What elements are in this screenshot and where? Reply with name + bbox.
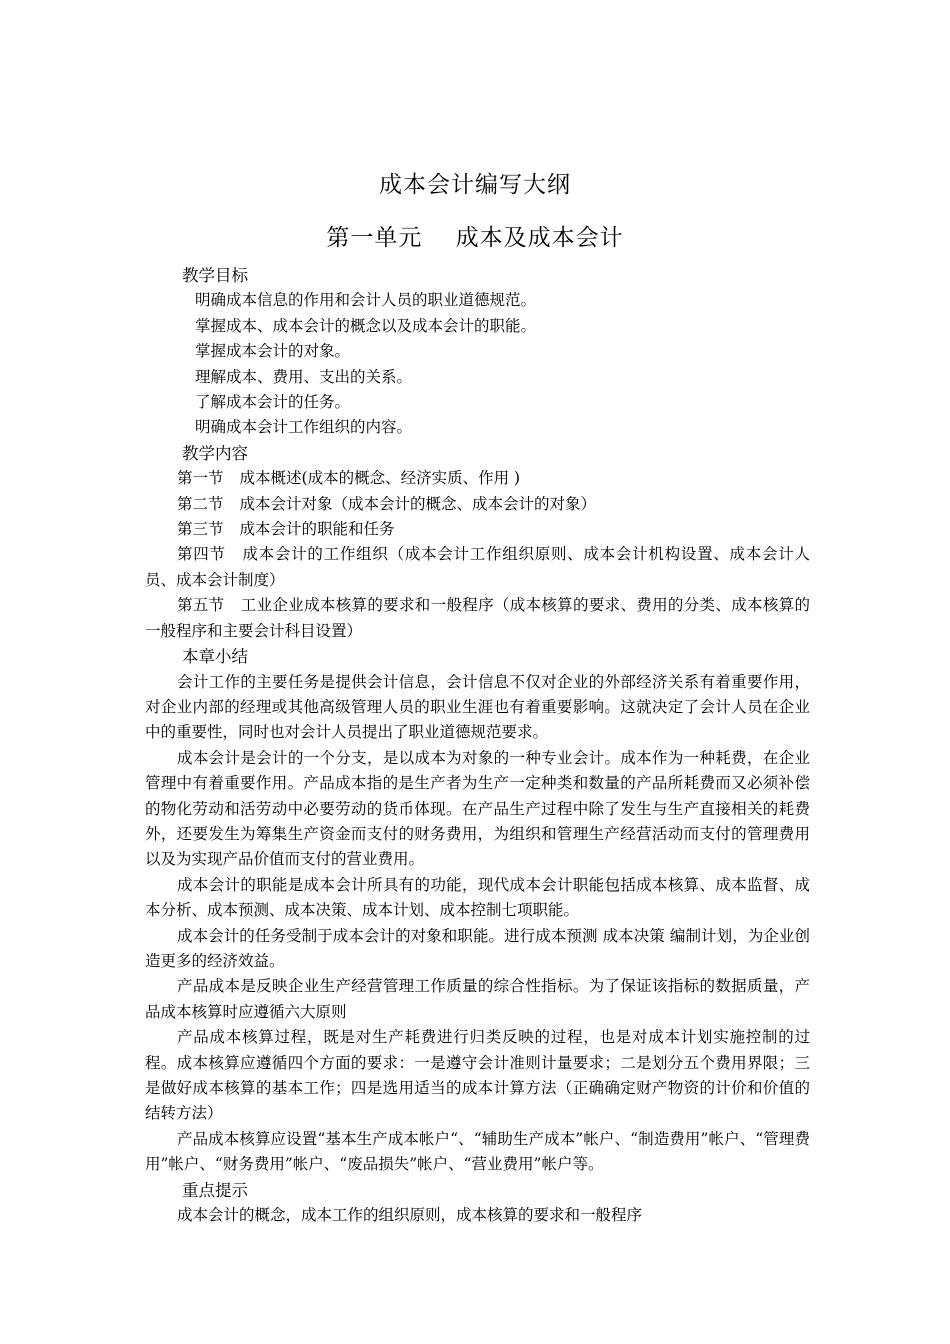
teaching-goals-heading: 教学目标: [182, 266, 248, 285]
section-text: 成本会计的职能和任务: [239, 520, 395, 539]
section-text: 成本会计的工作组织（成本会计工作组织原则、成本会计机构设置、成本会计人员、成本会计制度）: [145, 545, 810, 589]
goal-item: 了解成本会计的任务。: [195, 393, 351, 412]
goal-item: 明确成本会计工作组织的内容。: [195, 418, 413, 437]
summary-paragraph: 产品成本核算过程，既是对生产耗费进行归类反映的过程，也是对成本计划实施控制的过程。成本核算应遵循四个方面的要求：一是遵守会计准则计量要求；二是划分五个费用界限；三是做好成本核算的基本工作；四是选用适当的成本计算方法（正确确定财产物资的计价和价值的结转方法）: [145, 1028, 810, 1123]
summary-paragraph: 会计工作的主要任务是提供会计信息，会计信息不仅对企业的外部经济关系有着重要作用，对企业内部的经理或其他高级管理人员的职业生涯也有着重要影响。这就决定了会计人员在企业中的重要性，同时也对会计人员提出了职业道德规范要求。: [145, 672, 810, 742]
summary-paragraph: 成本会计的任务受制于成本会计的对象和职能。进行成本预测 成本决策 编制计划，为企业创造更多的经济效益。: [145, 926, 810, 970]
goal-item: 掌握成本、成本会计的概念以及成本会计的职能。: [195, 316, 537, 335]
section-list: [145, 466, 810, 644]
section-text: 成本概述(成本的概念、经济实质、作用 ): [239, 469, 521, 488]
section-item: [145, 542, 810, 593]
section-text: 成本会计对象（成本会计的概念、成本会计的对象）: [239, 494, 597, 513]
teaching-goals-list: [145, 288, 810, 440]
section-text: 工业企业成本核算的要求和一般程序（成本核算的要求、费用的分类、成本核算的一般程序和主要会计科目设置）: [145, 596, 810, 640]
section-item: [145, 517, 810, 542]
summary-paragraph: 产品成本核算应设置“基本生产成本帐户“、“辅助生产成本”帐户、“制造费用”帐户、“管理费用”帐户、“财务费用”帐户、“废品损失”帐户、“营业费用”帐户等。: [145, 1129, 810, 1174]
section-number: 第四节: [177, 545, 226, 564]
key-points-heading: 重点提示: [182, 1180, 248, 1200]
document-body: [145, 263, 810, 1228]
section-item: [145, 492, 810, 517]
summary-paragraph: 产品成本是反映企业生产经营管理工作质量的综合性指标。为了保证该指标的数据质量，产品成本核算时应遵循六大原则: [145, 977, 810, 1021]
goal-item: 理解成本、费用、支出的关系。: [195, 367, 413, 386]
section-number: 第五节: [177, 596, 225, 615]
summary-paragraph: 成本会计是会计的一个分支，是以成本为对象的一种专业会计。成本作为一种耗费，在企业管理中有着重要作用。产品成本指的是生产者为生产一定种类和数量的产品所耗费而又必须补偿的物化劳动和活劳动中必要劳动的货币体现。在产品生产过程中除了发生与生产直接相关的耗费外，还要发生为筹集生产资金而支付的财务费用，为组织和管理生产经营活动而支付的管理费用以及为实现产品价值而支付的营业费用。: [145, 748, 810, 869]
goal-item: 明确成本信息的作用和会计人员的职业道德规范。: [195, 291, 537, 310]
chapter-summary-heading: 本章小结: [182, 647, 248, 667]
unit-title: 第一单元 成本及成本会计: [326, 225, 624, 251]
section-number: 第一节: [177, 469, 224, 488]
section-number: 第二节: [177, 494, 224, 513]
goal-item: 掌握成本会计的对象。: [195, 342, 351, 361]
section-number: 第三节: [177, 520, 224, 539]
key-points-text: 成本会计的概念，成本工作的组织原则，成本核算的要求和一般程序: [177, 1206, 643, 1225]
section-item: [145, 466, 810, 491]
document-title: 成本会计编写大纲: [379, 172, 571, 198]
section-item: [145, 593, 810, 644]
summary-paragraph: 成本会计的职能是成本会计所具有的功能，现代成本会计职能包括成本核算、成本监督、成本分析、成本预测、成本决策、成本计划、成本控制七项职能。: [145, 875, 810, 920]
chapter-summary: [145, 670, 810, 1178]
teaching-content-heading: 教学内容: [182, 443, 248, 463]
